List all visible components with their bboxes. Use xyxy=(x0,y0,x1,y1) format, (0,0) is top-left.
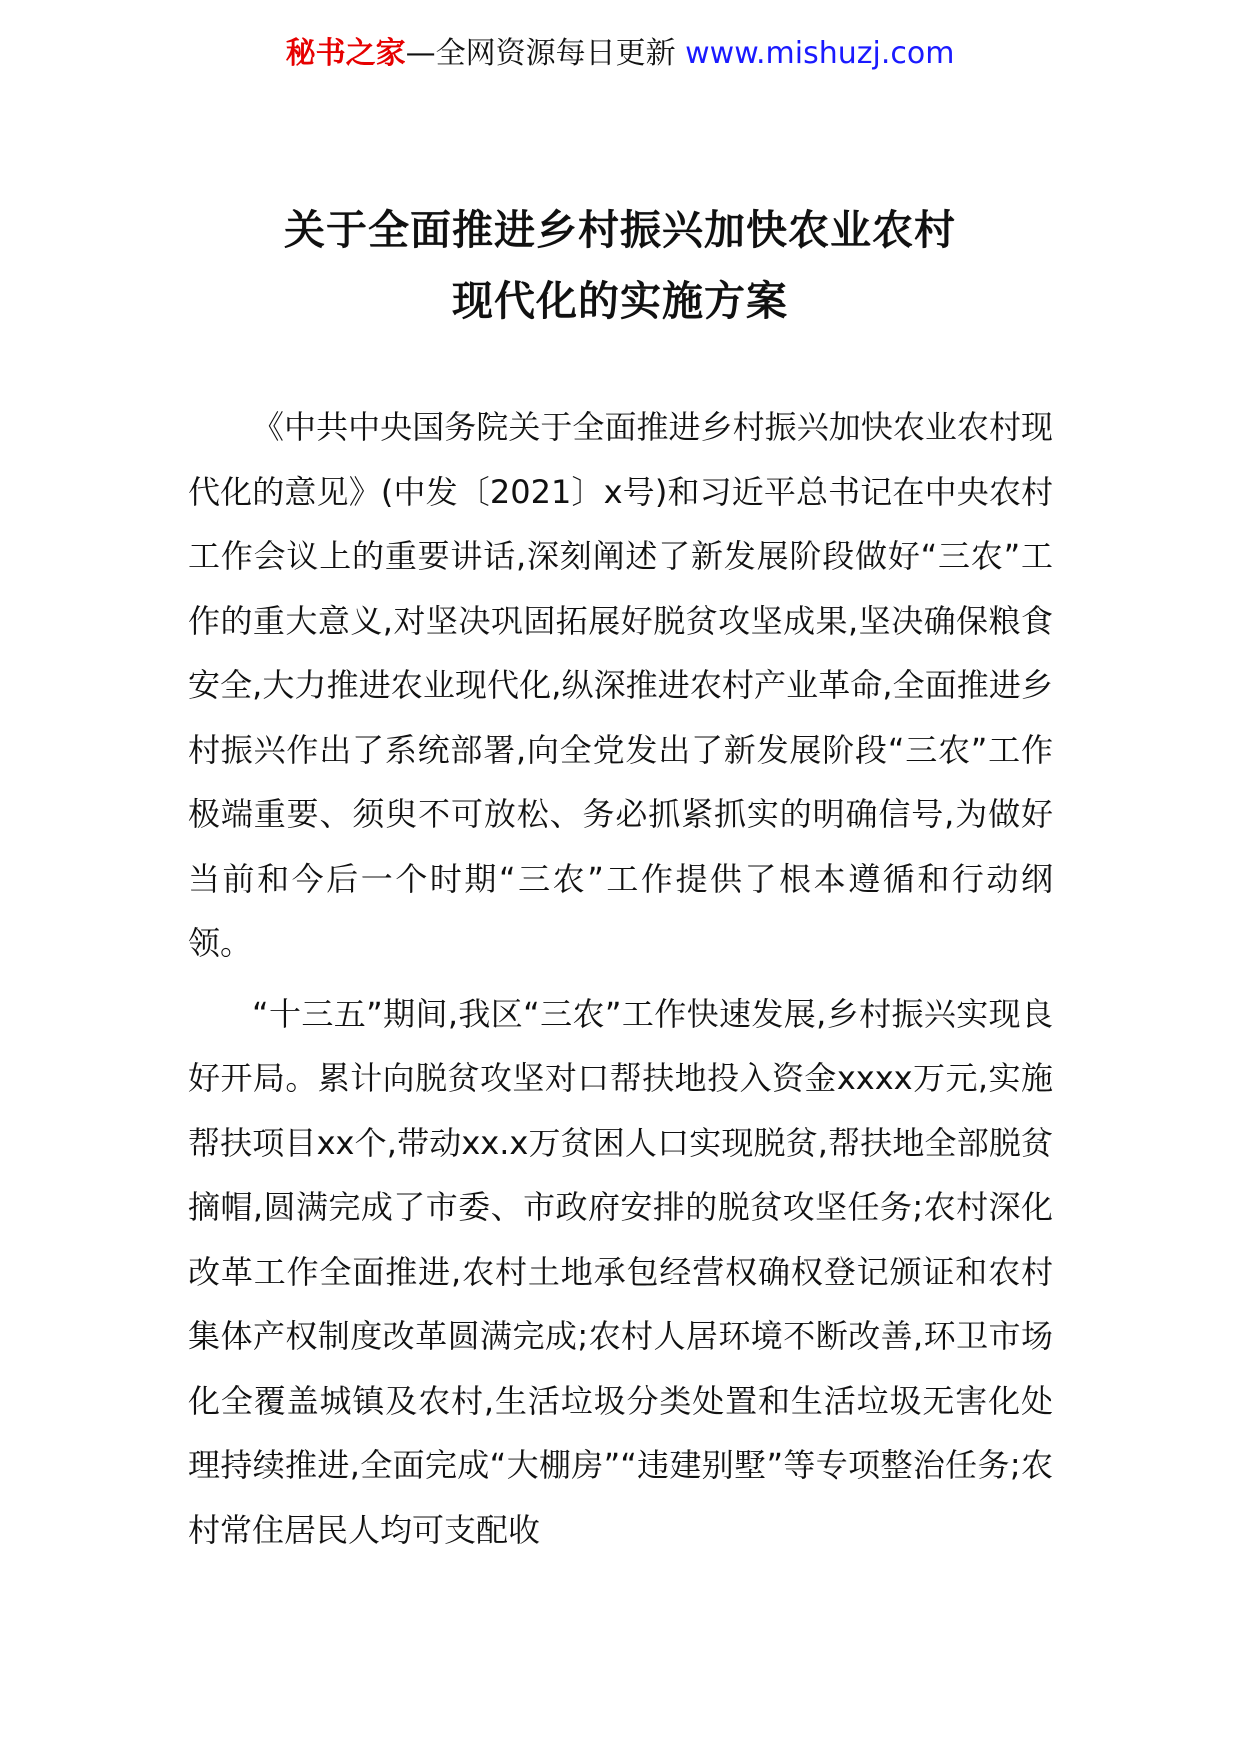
site-brand: 秘书之家 xyxy=(285,36,406,71)
document-title xyxy=(0,195,1240,337)
body-paragraph-2: “十三五”期间,我区“三农”工作快速发展,乡村振兴实现良好开局。累计向脱贫攻坚对口帮扶地投入资金xxxx万元,实施帮扶项目xx个,带动xx.x万贫困人口实现脱贫,帮扶地全部脱贫摘帽,圆满完成了市委、市政府安排的脱贫攻坚任务;农村深化改革工作全面推进,农村土地承包经营权确权登记颁证和农村集体产权制度改革圆满完成;农村人居环境不断改善,环卫市场化全覆盖城镇及农村,生活垃圾分类处置和生活垃圾无害化处理持续推进,全面完成“大棚房”“违建别墅”等专项整治任务;农村常住居民人均可支配收 xyxy=(188,994,1053,1549)
site-url-link[interactable]: www.mishuzj.com xyxy=(685,36,955,71)
site-tagline: —全网资源每日更新 xyxy=(405,36,676,71)
body-paragraph-1: 《中共中央国务院关于全面推进乡村振兴加快农业农村现代化的意见》(中发〔2021〕x号)和习近平总书记在中央农村工作会议上的重要讲话,深刻阐述了新发展阶段做好“三农”工作的重大意义,对坚决巩固拓展好脱贫攻坚成果,坚决确保粮食安全,大力推进农业现代化,纵深推进农村产业革命,全面推进乡村振兴作出了系统部署,向全党发出了新发展阶段“三农”工作极端重要、须臾不可放松、务必抓紧抓实的明确信号,为做好当前和今后一个时期“三农”工作提供了根本遵循和行动纲领。 xyxy=(188,408,1053,962)
site-header xyxy=(0,28,1240,80)
document-body xyxy=(188,395,1053,1568)
title-line-1: 关于全面推进乡村振兴加快农业农村 xyxy=(284,206,956,254)
title-line-2: 现代化的实施方案 xyxy=(452,277,788,325)
